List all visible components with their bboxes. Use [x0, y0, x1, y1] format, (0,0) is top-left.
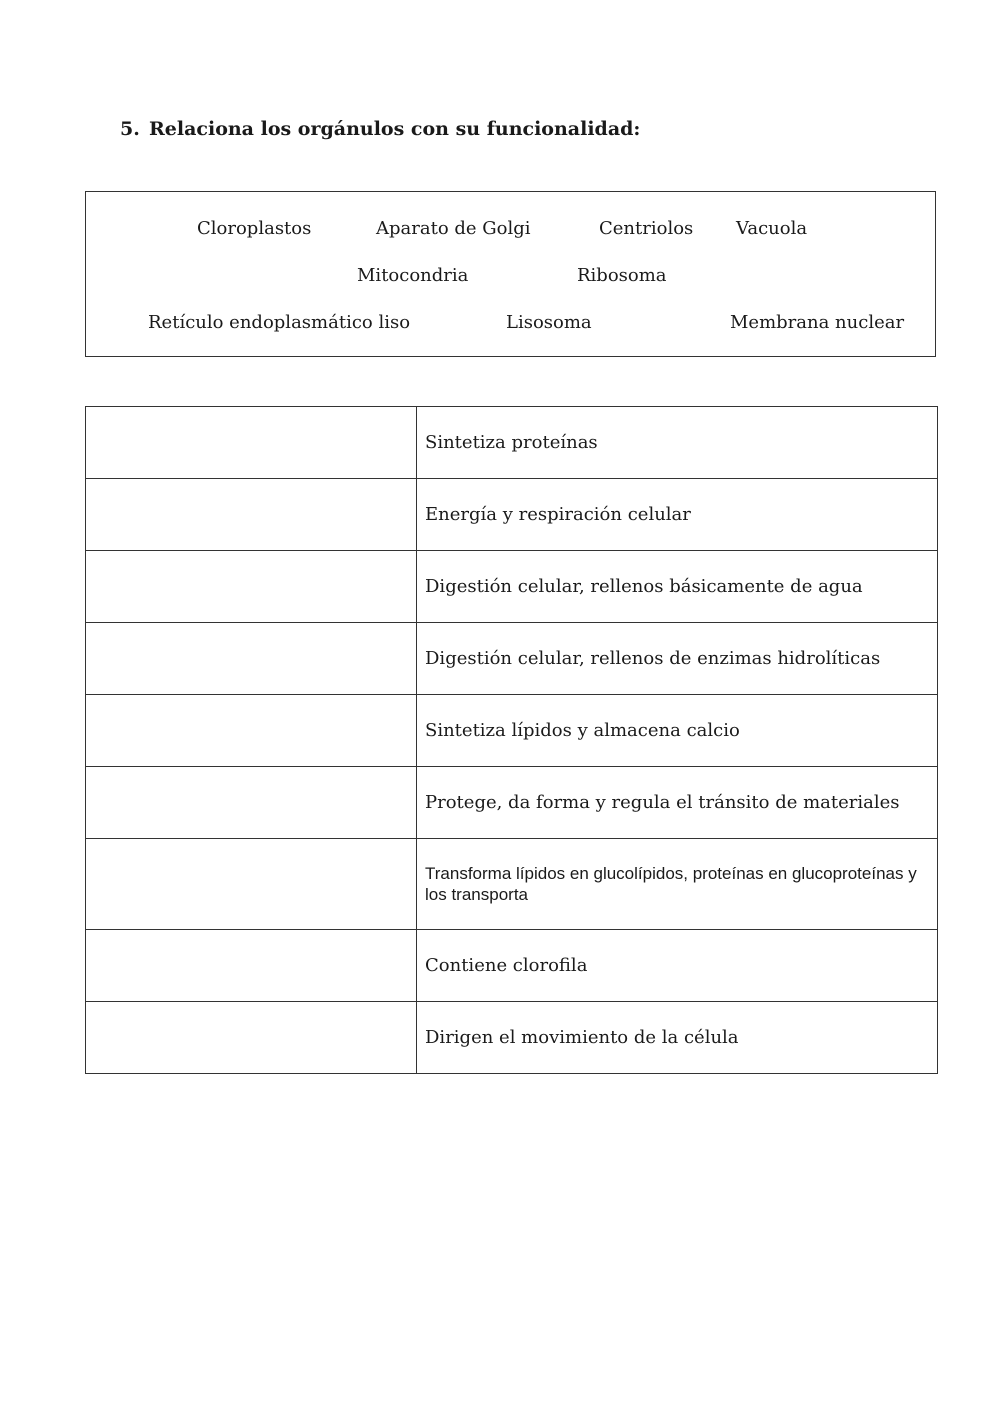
function-cell: Dirigen el movimiento de la célula	[417, 1002, 938, 1074]
table-row	[86, 839, 938, 930]
function-cell: Protege, da forma y regula el tránsito de materiales	[417, 767, 938, 839]
function-cell: Energía y respiración celular	[417, 479, 938, 551]
word-bank-item[interactable]: Lisosoma	[506, 312, 592, 333]
word-bank-item[interactable]: Ribosoma	[577, 265, 667, 286]
function-cell: Digestión celular, rellenos básicamente de agua	[417, 551, 938, 623]
table-row	[86, 930, 938, 1002]
table-row	[86, 767, 938, 839]
function-cell: Sintetiza lípidos y almacena calcio	[417, 695, 938, 767]
answer-cell[interactable]	[86, 479, 417, 551]
word-bank-item[interactable]: Mitocondria	[357, 265, 469, 286]
word-bank-item[interactable]: Vacuola	[736, 218, 808, 239]
word-bank	[85, 191, 936, 357]
table-row	[86, 695, 938, 767]
table-row	[86, 623, 938, 695]
answer-cell[interactable]	[86, 839, 417, 930]
answer-cell[interactable]	[86, 930, 417, 1002]
table-row	[86, 479, 938, 551]
function-cell: Sintetiza proteínas	[417, 407, 938, 479]
table-row	[86, 407, 938, 479]
function-cell: Digestión celular, rellenos de enzimas hidrolíticas	[417, 623, 938, 695]
word-bank-item[interactable]: Retículo endoplasmático liso	[148, 312, 411, 333]
answer-cell[interactable]	[86, 695, 417, 767]
answer-cell[interactable]	[86, 623, 417, 695]
answer-cell[interactable]	[86, 407, 417, 479]
word-bank-item[interactable]: Aparato de Golgi	[376, 218, 531, 239]
table-row	[86, 551, 938, 623]
answer-cell[interactable]	[86, 767, 417, 839]
question-text: Relaciona los orgánulos con su funcionalidad:	[149, 118, 641, 140]
matching-table	[85, 406, 938, 1074]
answer-cell[interactable]	[86, 1002, 417, 1074]
answer-cell[interactable]	[86, 551, 417, 623]
word-bank-item[interactable]: Cloroplastos	[197, 218, 312, 239]
word-bank-item[interactable]: Centriolos	[599, 218, 694, 239]
question-title	[120, 118, 640, 140]
function-cell: Transforma lípidos en glucolípidos, proteínas en glucoproteínas y los transporta	[417, 839, 938, 930]
question-number: 5.	[120, 118, 140, 140]
function-cell: Contiene clorofila	[417, 930, 938, 1002]
word-bank-item[interactable]: Membrana nuclear	[730, 312, 905, 333]
table-row	[86, 1002, 938, 1074]
